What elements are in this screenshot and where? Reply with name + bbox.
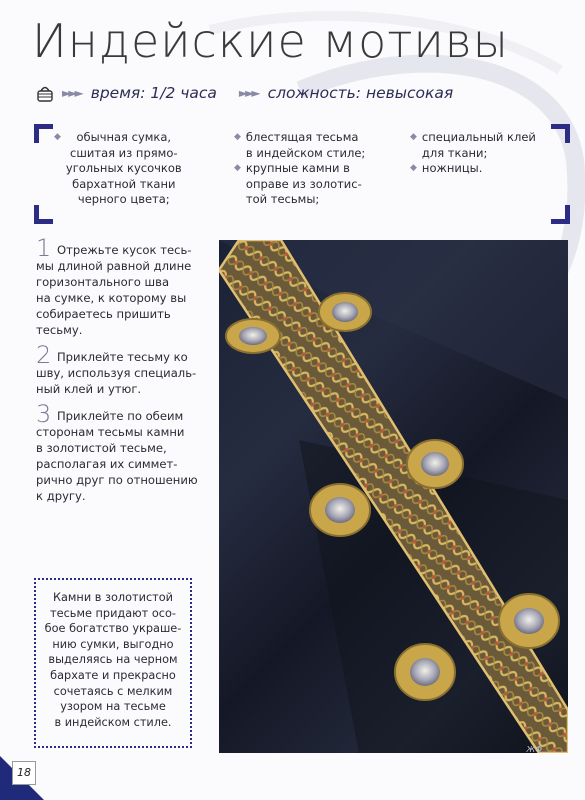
stone-6 (395, 644, 455, 700)
stone-2 (319, 293, 371, 331)
stone-4 (310, 484, 370, 536)
page-number: 18 (12, 761, 36, 785)
product-photo (219, 240, 568, 753)
step-1: 1 Отрежьте кусок тесь- мы длиной равной длине горизонтального шва на сумке, к которому вы собираетесь пришить тесьму. (36, 234, 192, 337)
meta-line (36, 80, 466, 106)
step-2: 2 Приклейте тесьму ко шву, используя специаль- ный клей и утюг. (36, 341, 197, 396)
bracket-top-left (34, 124, 53, 143)
materials-column-1 (54, 130, 204, 208)
diamond-bullet-icon: ◆ (410, 132, 417, 142)
diamond-bullet-icon: ◆ (234, 163, 241, 173)
photo-caption: ЖФ (526, 745, 542, 753)
material-item: ◆ ножницы. (410, 161, 483, 175)
instruction-steps (36, 234, 212, 513)
bracket-bottom-right (551, 205, 570, 224)
time-label: время: 1/2 часа (90, 84, 217, 102)
bracket-bottom-left (34, 205, 53, 224)
difficulty-label: сложность: невысокая (267, 84, 454, 102)
materials-box (34, 124, 570, 224)
bracket-top-right (551, 124, 570, 143)
diamond-bullet-icon: ◆ (410, 163, 417, 173)
material-item: ◆ обычная сумка, сшитая из прямо- угольных кусочков бархатной ткани черного цвета; (54, 130, 182, 206)
page-title: Индейские мотивы (32, 14, 509, 68)
diamond-bullet-icon: ◆ (54, 132, 61, 142)
materials-column-3 (410, 130, 550, 177)
stone-3 (407, 440, 463, 488)
material-item: ◆ блестящая тесьма в индейском стиле; (234, 130, 366, 160)
bag-icon (36, 84, 54, 102)
photo-illustration (219, 240, 568, 753)
tip-box: Камни в золотистой тесьме придают осо- бое богатство украше- нию сумки, выгодно выделяясь на черном бархате и прекрасно сочетаясь с мелким узором на тесьме в индейском стиле. (34, 578, 192, 748)
materials-column-2 (234, 130, 399, 208)
material-item: ◆ крупные камни в оправе из золотис- той тесьмы; (234, 161, 362, 206)
diamond-bullet-icon: ◆ (234, 132, 241, 142)
step-3: 3 Приклейте по обеим сторонам тесьмы камни в золотистой тесьме, располагая их симмет- рично друг по отношению к другу. (36, 400, 198, 503)
material-item: ◆ специальный клей для ткани; (410, 130, 536, 160)
stone-5 (499, 594, 559, 648)
stone-1 (226, 319, 280, 353)
arrows-icon: ►►► (238, 86, 258, 100)
arrows-icon: ►►► (62, 86, 81, 100)
